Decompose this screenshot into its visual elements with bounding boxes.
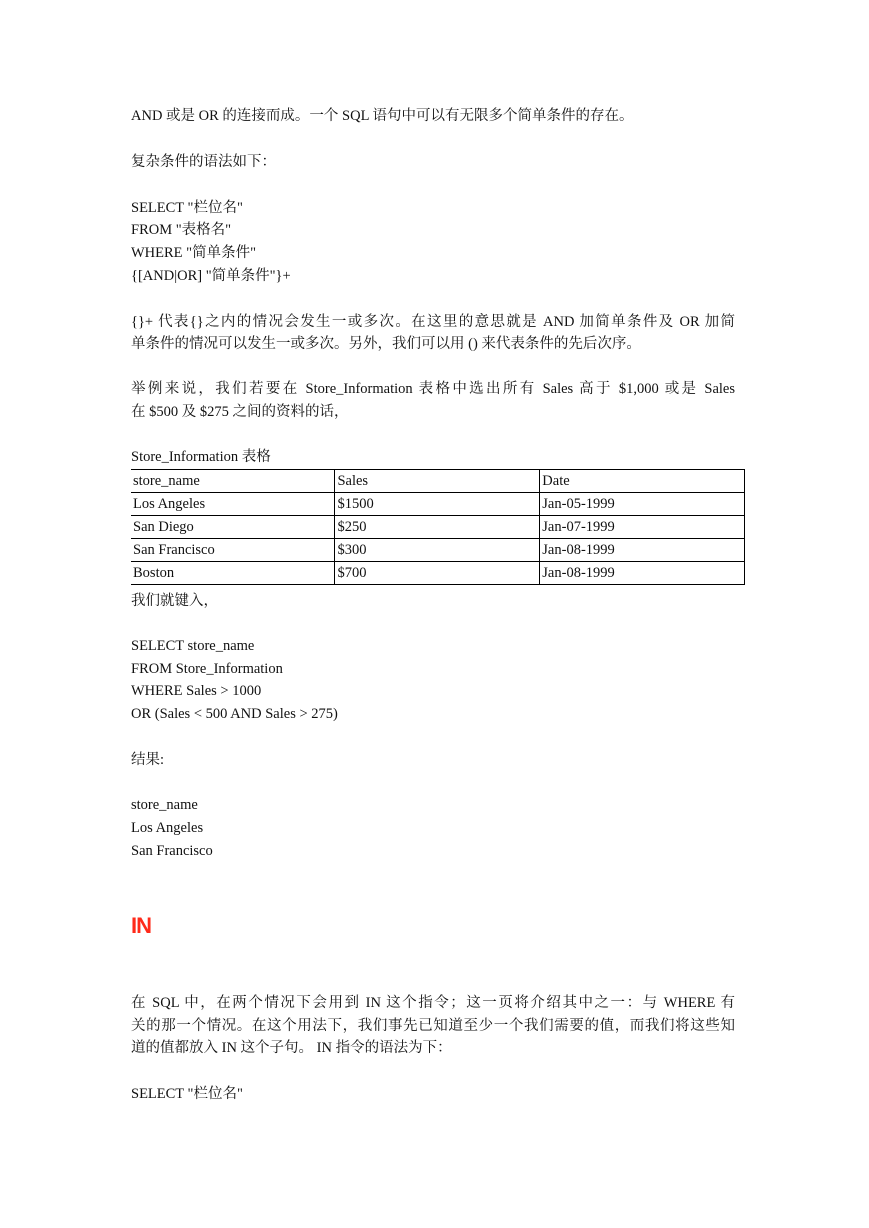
syntax-line: WHERE "简单条件" xyxy=(131,245,257,261)
table-cell: $700 xyxy=(335,562,540,585)
table-header-cell: store_name xyxy=(131,470,335,493)
table-caption: Store_Information 表格 xyxy=(131,449,271,465)
explanation-line-1: {}+ 代表{}之内的情况会发生一或多次。在这里的意思就是 AND 加简单条件及 OR 加简 xyxy=(131,314,735,330)
syntax-line: {[AND|OR] "简单条件"}+ xyxy=(131,268,291,284)
in-paragraph-line-3: 道的值都放入 IN 这个子句。 IN 指令的语法为下： xyxy=(131,1040,452,1056)
syntax-line: FROM "表格名" xyxy=(131,222,232,238)
table-row xyxy=(131,562,745,585)
table-cell: San Francisco xyxy=(131,539,335,562)
table-cell: $250 xyxy=(335,516,540,539)
table-cell: $300 xyxy=(335,539,540,562)
table-cell: Boston xyxy=(131,562,335,585)
store-information-table xyxy=(131,469,745,585)
in-paragraph-line-2: 关的那一个情况。在这个用法下，我们事先已知道至少一个我们需要的值，而我们将这些知 xyxy=(131,1018,735,1034)
table-header-row xyxy=(131,470,745,493)
table-header-cell: Sales xyxy=(335,470,540,493)
table-row xyxy=(131,493,745,516)
syntax-intro: 复杂条件的语法如下： xyxy=(131,154,276,170)
query-line: FROM Store_Information xyxy=(131,661,283,677)
example-line-1: 举例来说，我们若要在 Store_Information 表格中选出所有 Sales 高于 $1,000 或是 Sales xyxy=(131,381,735,397)
intro-paragraph: AND 或是 OR 的连接而成。一个 SQL 语句中可以有无限多个简单条件的存在。 xyxy=(131,108,634,124)
table-row xyxy=(131,539,745,562)
table-cell: Jan-08-1999 xyxy=(540,562,745,585)
result-line: Los Angeles xyxy=(131,820,204,836)
table-cell: San Diego xyxy=(131,516,335,539)
result-line: San Francisco xyxy=(131,843,213,859)
example-line-2: 在 $500 及 $275 之间的资料的话， xyxy=(131,404,349,420)
in-section-heading: IN xyxy=(131,913,151,938)
syntax-line: SELECT "栏位名" xyxy=(131,200,243,216)
query-line: OR (Sales < 500 AND Sales > 275) xyxy=(131,706,338,722)
table-cell: Jan-05-1999 xyxy=(540,493,745,516)
result-line: store_name xyxy=(131,797,198,813)
table-cell: $1500 xyxy=(335,493,540,516)
in-paragraph-line-1: 在 SQL 中，在两个情况下会用到 IN 这个指令；这一页将介绍其中之一：与 WHERE 有 xyxy=(131,995,735,1011)
explanation-line-2: 单条件的情况可以发生一或多次。另外，我们可以用 () 来代表条件的先后次序。 xyxy=(131,336,641,352)
query-line: SELECT store_name xyxy=(131,638,255,654)
result-label: 结果: xyxy=(131,752,165,768)
table-cell: Jan-08-1999 xyxy=(540,539,745,562)
query-line: WHERE Sales > 1000 xyxy=(131,683,262,699)
table-cell: Jan-07-1999 xyxy=(540,516,745,539)
table-cell: Los Angeles xyxy=(131,493,335,516)
after-table-text: 我们就键入， xyxy=(131,593,218,609)
in-syntax-line: SELECT "栏位名" xyxy=(131,1086,243,1102)
table-row xyxy=(131,516,745,539)
table-header-cell: Date xyxy=(540,470,745,493)
